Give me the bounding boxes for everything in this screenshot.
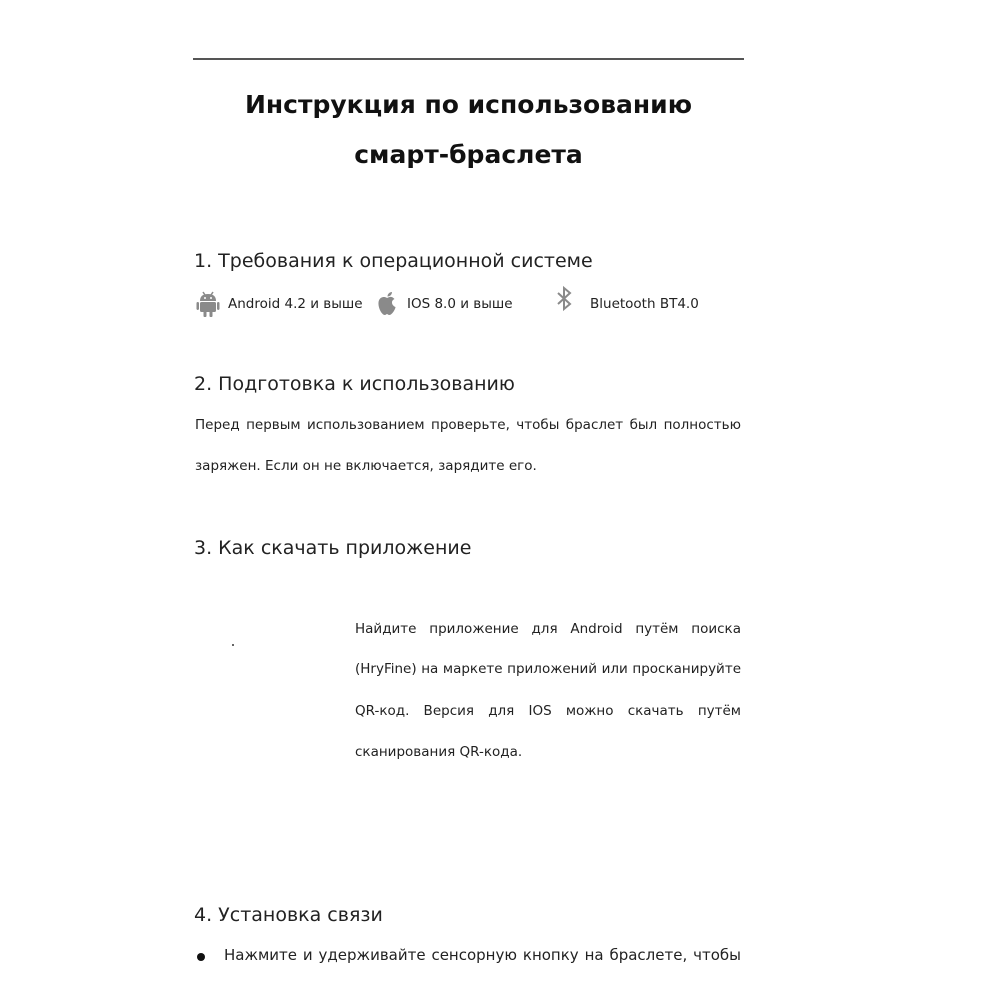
section-3-text-line-3: QR-код. Версия для IOS можно скачать путём (355, 703, 741, 719)
section-3-text-line-4: сканирования QR-кода. (355, 744, 523, 760)
section-3-text-line-2: (HryFine) на маркете приложений или просканируйте (355, 661, 741, 677)
section-2-text-line-2: заряжен. Если он не включается, зарядите его. (195, 458, 537, 474)
requirement-android (196, 288, 363, 320)
requirement-ios (375, 288, 513, 320)
document-title-line-1: Инструкция по использованию (244, 90, 692, 119)
requirement-bluetooth-label: Bluetooth BT4.0 (590, 296, 699, 312)
decorative-dot (232, 644, 234, 646)
section-3-heading: 3. Как скачать приложение (194, 537, 472, 559)
apple-icon (375, 290, 399, 318)
requirement-bluetooth (552, 288, 699, 320)
requirement-ios-label: IOS 8.0 и выше (407, 296, 513, 312)
android-icon (196, 290, 220, 318)
top-divider (193, 58, 744, 60)
section-4-bullet-1: Нажмите и удерживайте сенсорную кнопку на браслете, чтобы (224, 946, 741, 964)
bluetooth-icon (552, 285, 576, 313)
bullet-point (197, 953, 205, 961)
section-2-text-line-1: Перед первым использованием проверьте, чтобы браслет был полностью (195, 417, 741, 433)
section-4-heading: 4. Установка связи (194, 904, 383, 926)
section-1-heading: 1. Требования к операционной системе (194, 250, 593, 272)
section-2-heading: 2. Подготовка к использованию (194, 373, 515, 395)
section-3-text-line-1: Найдите приложение для Android путём поиска (355, 621, 741, 637)
requirement-android-label: Android 4.2 и выше (228, 296, 363, 312)
document-title-line-2: смарт-браслета (354, 140, 583, 169)
